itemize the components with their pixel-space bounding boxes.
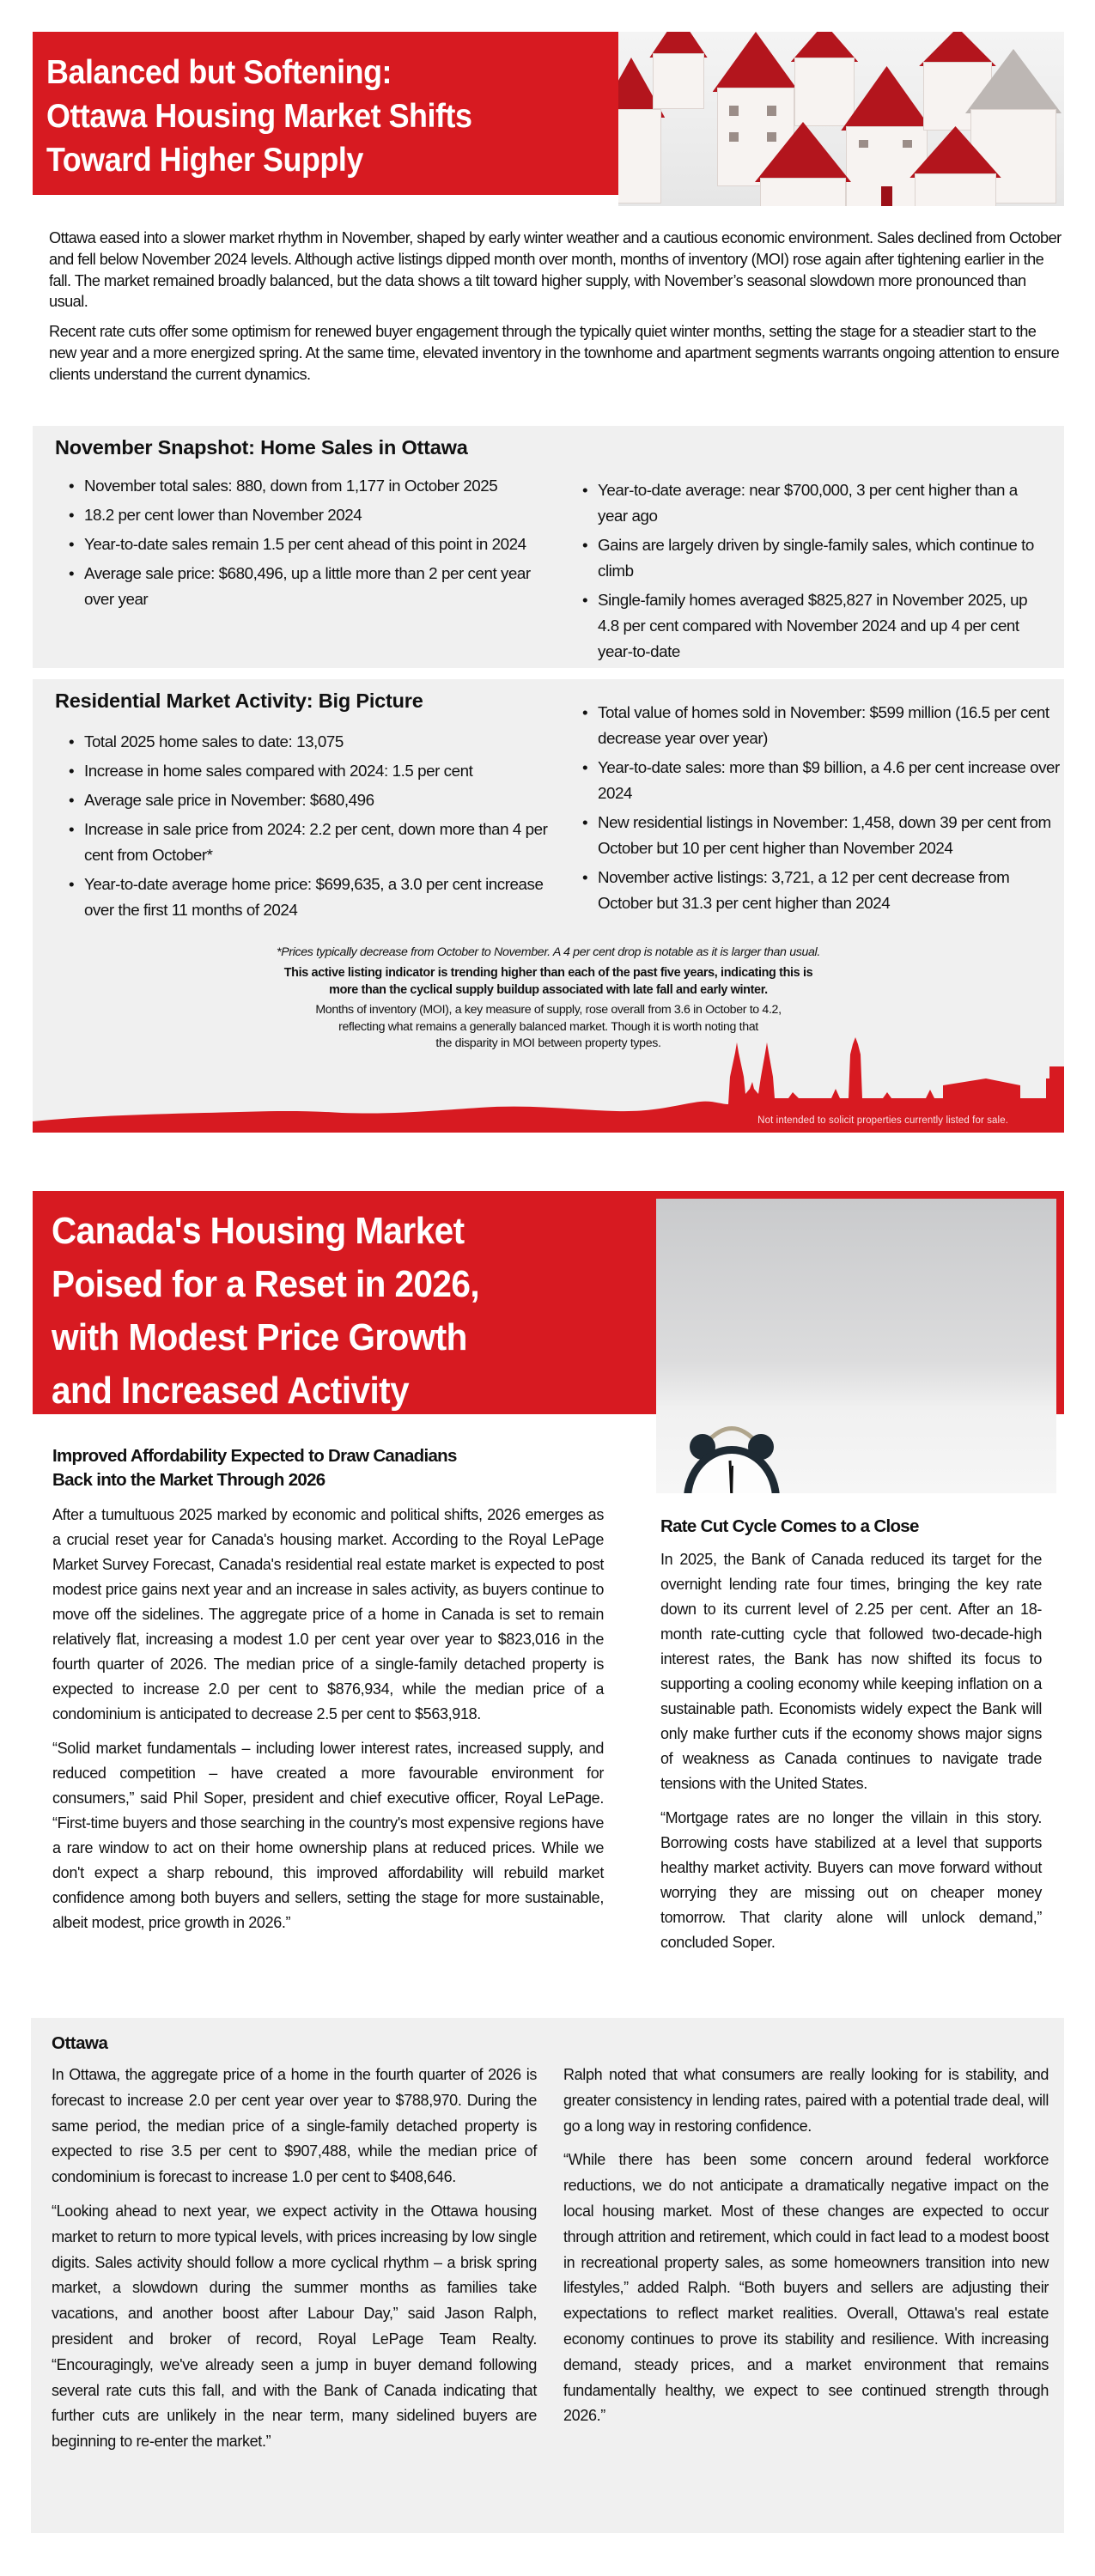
snapshot-heading: November Snapshot: Home Sales in Ottawa [55, 436, 468, 459]
ottawa-right-column [563, 2063, 1049, 2438]
ottawa-heading: Ottawa [52, 2033, 108, 2053]
subheading-line: Improved Affordability Expected to Draw Canadians [52, 1446, 457, 1466]
title-line: Poised for a Reset in 2026, [52, 1263, 480, 1305]
note-line: Months of inventory (MOI), a key measure of supply, rose overall from 3.6 in October to 4.2, [315, 1003, 782, 1017]
list-item: • 18.2 per cent lower than November 2024 [69, 502, 550, 528]
list-item: • November total sales: 880, down from 1,177 in October 2025 [69, 473, 550, 499]
house-icon [653, 32, 704, 109]
article-right-column [660, 1547, 1042, 1965]
ottawa-paragraph: In Ottawa, the aggregate price of a home in the fourth quarter of 2026 is forecast to increase 2.0 per cent year over year to $788,970. During the same period, the median price of a single-family detached property is expected to rise 3.5 per cent to $907,488, while the median price of condominium is forecast to increase 1.0 per cent to $408,646. [52, 2066, 537, 2186]
list-item: • Year-to-date average: near $700,000, 3 per cent higher than a year ago [582, 477, 1046, 529]
intro-paragraph: Ottawa eased into a slower market rhythm in November, shaped by early winter weather and a cautious economic environment. Sales declined from October and fell below November 2024 levels. Although active listings dipped month over month, months of inventory (MOI) rose again after tightening earlier in the fall. The market remained broadly balanced, but the data shows a tilt toward higher supply, with November’s seasonal slowdown more pronounced than usual. [49, 229, 1062, 311]
note-line: more than the cyclical supply buildup associated with late fall and early winter. [329, 983, 768, 997]
title-line: Canada's Housing Market [52, 1210, 465, 1252]
list-item: • Gains are largely driven by single-family sales, which continue to climb [582, 532, 1046, 584]
intro-paragraph: Recent rate cuts offer some optimism for renewed buyer engagement through the typically quiet winter months, setting the stage for a steadier start to the new year and a more energized spring. At the same time, elevated inventory in the townhome and apartment segments warrants ongoing attention to ensure clients understand the current dynamics. [49, 323, 1060, 383]
price-footnote: *Prices typically decrease from October to November. A 4 per cent drop is notable as it is larger than usual. [277, 945, 820, 959]
disclaimer-text: Not intended to solicit properties currently listed for sale. [757, 1115, 1008, 1126]
snapshot-right-list [582, 477, 1046, 668]
page-title [46, 51, 568, 182]
list-item: • Single-family homes averaged $825,827 in November 2025, up 4.8 per cent compared with November 2024 and up 4 per cent year-to-date [582, 587, 1046, 665]
big-picture-heading: Residential Market Activity: Big Picture [55, 690, 423, 712]
subheading-line: Back into the Market Through 2026 [52, 1470, 325, 1490]
list-item: • Year-to-date sales: more than $9 billion, a 4.6 per cent increase over 2024 [582, 755, 1063, 806]
title-line: Balanced but Softening: [46, 54, 392, 91]
list-item: • Total 2025 home sales to date: 13,075 [69, 729, 567, 755]
houses-image [618, 32, 1064, 206]
big-picture-left-list [69, 729, 567, 927]
list-item: • Total value of homes sold in November: $599 million (16.5 per cent decrease year over year) [582, 700, 1063, 751]
active-listing-note [33, 964, 1064, 999]
ottawa-paragraph: Ralph noted that what consumers are really looking for is stability, and greater consistency in lending rates, paired with a potential trade deal, will go a long way in restoring confidence. [563, 2066, 1049, 2135]
note-line: This active listing indicator is trending higher than each of the past five years, indicating this is [283, 966, 813, 980]
snapshot-left-list [69, 473, 550, 616]
title-banner [33, 32, 618, 195]
title-line: and Increased Activity [52, 1370, 410, 1412]
list-item: • Increase in sale price from 2024: 2.2 per cent, down more than 4 per cent from October* [69, 817, 567, 868]
ottawa-paragraph: “While there has been some concern around federal workforce reductions, we do not anticipate a dramatically negative impact on the local housing market. Most of these changes are expected to occur through attrition and retirement, which could in fact lead to a modest boost in recreational property sales, as some homeowners transition into new lifestyles,” added Ralph. “Both buyers and sellers are adjusting their expectations to reflect market realities. Overall, Ottawa's real estate economy continues to prove its stability and resilience. With increasing demand, steady prices, and a market environment that remains fundamentally healthy, we expect to see continued strength through 2026.” [563, 2151, 1049, 2425]
article-paragraph: “Solid market fundamentals – including lower interest rates, increased supply, and reduced competition – have created a more favourable environment for consumers,” said Phil Soper, president and chief executive officer, Royal LePage. “First-time buyers and those searching in the country's most expensive regions have a rare window to act on their home ownership plans at reduced prices. While we don't expect a sharp rebound, this improved affordability will rebuild market confidence among both buyers and sellers, setting the stage for more sustainable, albeit modest, price growth in 2026.” [52, 1740, 604, 1931]
list-item: • November active listings: 3,721, a 12 per cent decrease from October but 31.3 per cent higher than 2024 [582, 865, 1063, 916]
ottawa-forecast-panel [31, 2018, 1064, 2533]
big-picture-panel [33, 679, 1064, 1133]
house-icon [915, 126, 996, 206]
intro-text [49, 228, 1062, 394]
ottawa-left-column [52, 2063, 537, 2464]
title-line: Toward Higher Supply [46, 142, 363, 179]
house-icon [760, 122, 846, 206]
note-line: reflecting what remains a generally balanced market. Though it is worth noting that [338, 1019, 758, 1034]
list-item: • Average sale price in November: $680,496 [69, 787, 567, 813]
list-item: • Average sale price: $680,496, up a little more than 2 per cent year over year [69, 561, 550, 612]
article-paragraph: In 2025, the Bank of Canada reduced its target for the overnight lending rate four times, bringing the key rate down to its current level of 2.25 per cent. After an 18-month rate-cutting cycle that followed two-decade-high interest rates, the Bank has now shifted its focus to supporting a cooling economy while keeping inflation on a sustainable path. Economists widely expect the Bank will only make further cuts if the economy shows major signs of weakness as Canada continues to navigate trade tensions with the United States. [660, 1551, 1042, 1792]
november-snapshot-panel [33, 426, 1064, 668]
big-picture-right-list [582, 700, 1063, 920]
list-item: • Year-to-date sales remain 1.5 per cent ahead of this point in 2024 [69, 532, 550, 557]
list-item: • Increase in home sales compared with 2024: 1.5 per cent [69, 758, 567, 784]
affordability-subheading [52, 1444, 568, 1492]
note-line: the disparity in MOI between property types. [435, 1036, 661, 1050]
article-paragraph: “Mortgage rates are no longer the villain in this story. Borrowing costs have stabilized at a level that supports healthy market activity. Buyers can move forward without worrying they are missing out on cheaper money tomorrow. That clarity alone will unlock demand,” concluded Soper. [660, 1809, 1042, 1951]
rate-cut-heading: Rate Cut Cycle Comes to a Close [660, 1516, 919, 1536]
clock-2026-image [656, 1199, 1056, 1493]
section2-title [52, 1205, 605, 1418]
article-paragraph: After a tumultuous 2025 marked by economic and political shifts, 2026 emerges as a crucial reset year for Canada's housing market. According to the Royal LePage Market Survey Forecast, Canada's residential real estate market is expected to post modest price gains next year and an increase in sales activity, as buyers continue to move off the sidelines. The aggregate price of a home in Canada is set to remain relatively flat, increasing a modest 1.0 per cent year over year to $823,016 in the fourth quarter of 2026. The median price of a single-family detached property is expected to increase 2.0 per cent to $876,934, while the median price of a condominium is anticipated to decrease 2.5 per cent to $563,918. [52, 1506, 604, 1722]
article-left-column [52, 1503, 604, 1945]
alarm-clock-icon [680, 1418, 783, 1493]
list-item: • Year-to-date average home price: $699,635, a 3.0 per cent increase over the first 11 months of 2024 [69, 872, 567, 923]
title-line: Ottawa Housing Market Shifts [46, 98, 472, 135]
ottawa-paragraph: “Looking ahead to next year, we expect activity in the Ottawa housing market to return to more typical levels, with prices increasing by low single digits. Sales activity should follow a more cyclical rhythm – a brisk spring market, a slowdown during the summer months as families take vacations, and another boost after Labour Day,” said Jason Ralph, president and broker of record, Royal LePage Team Realty. “Encouragingly, we've already seen a jump in buyer demand following several rate cuts this fall, and with the Bank of Canada indicating that further cuts are unlikely in the near term, many sidelined buyers are beginning to re-enter the market.” [52, 2202, 537, 2451]
title-line: with Modest Price Growth [52, 1316, 467, 1358]
list-item: • New residential listings in November: 1,458, down 39 per cent from October but 10 per cent higher than November 2024 [582, 810, 1063, 861]
section1-header [33, 32, 1064, 195]
